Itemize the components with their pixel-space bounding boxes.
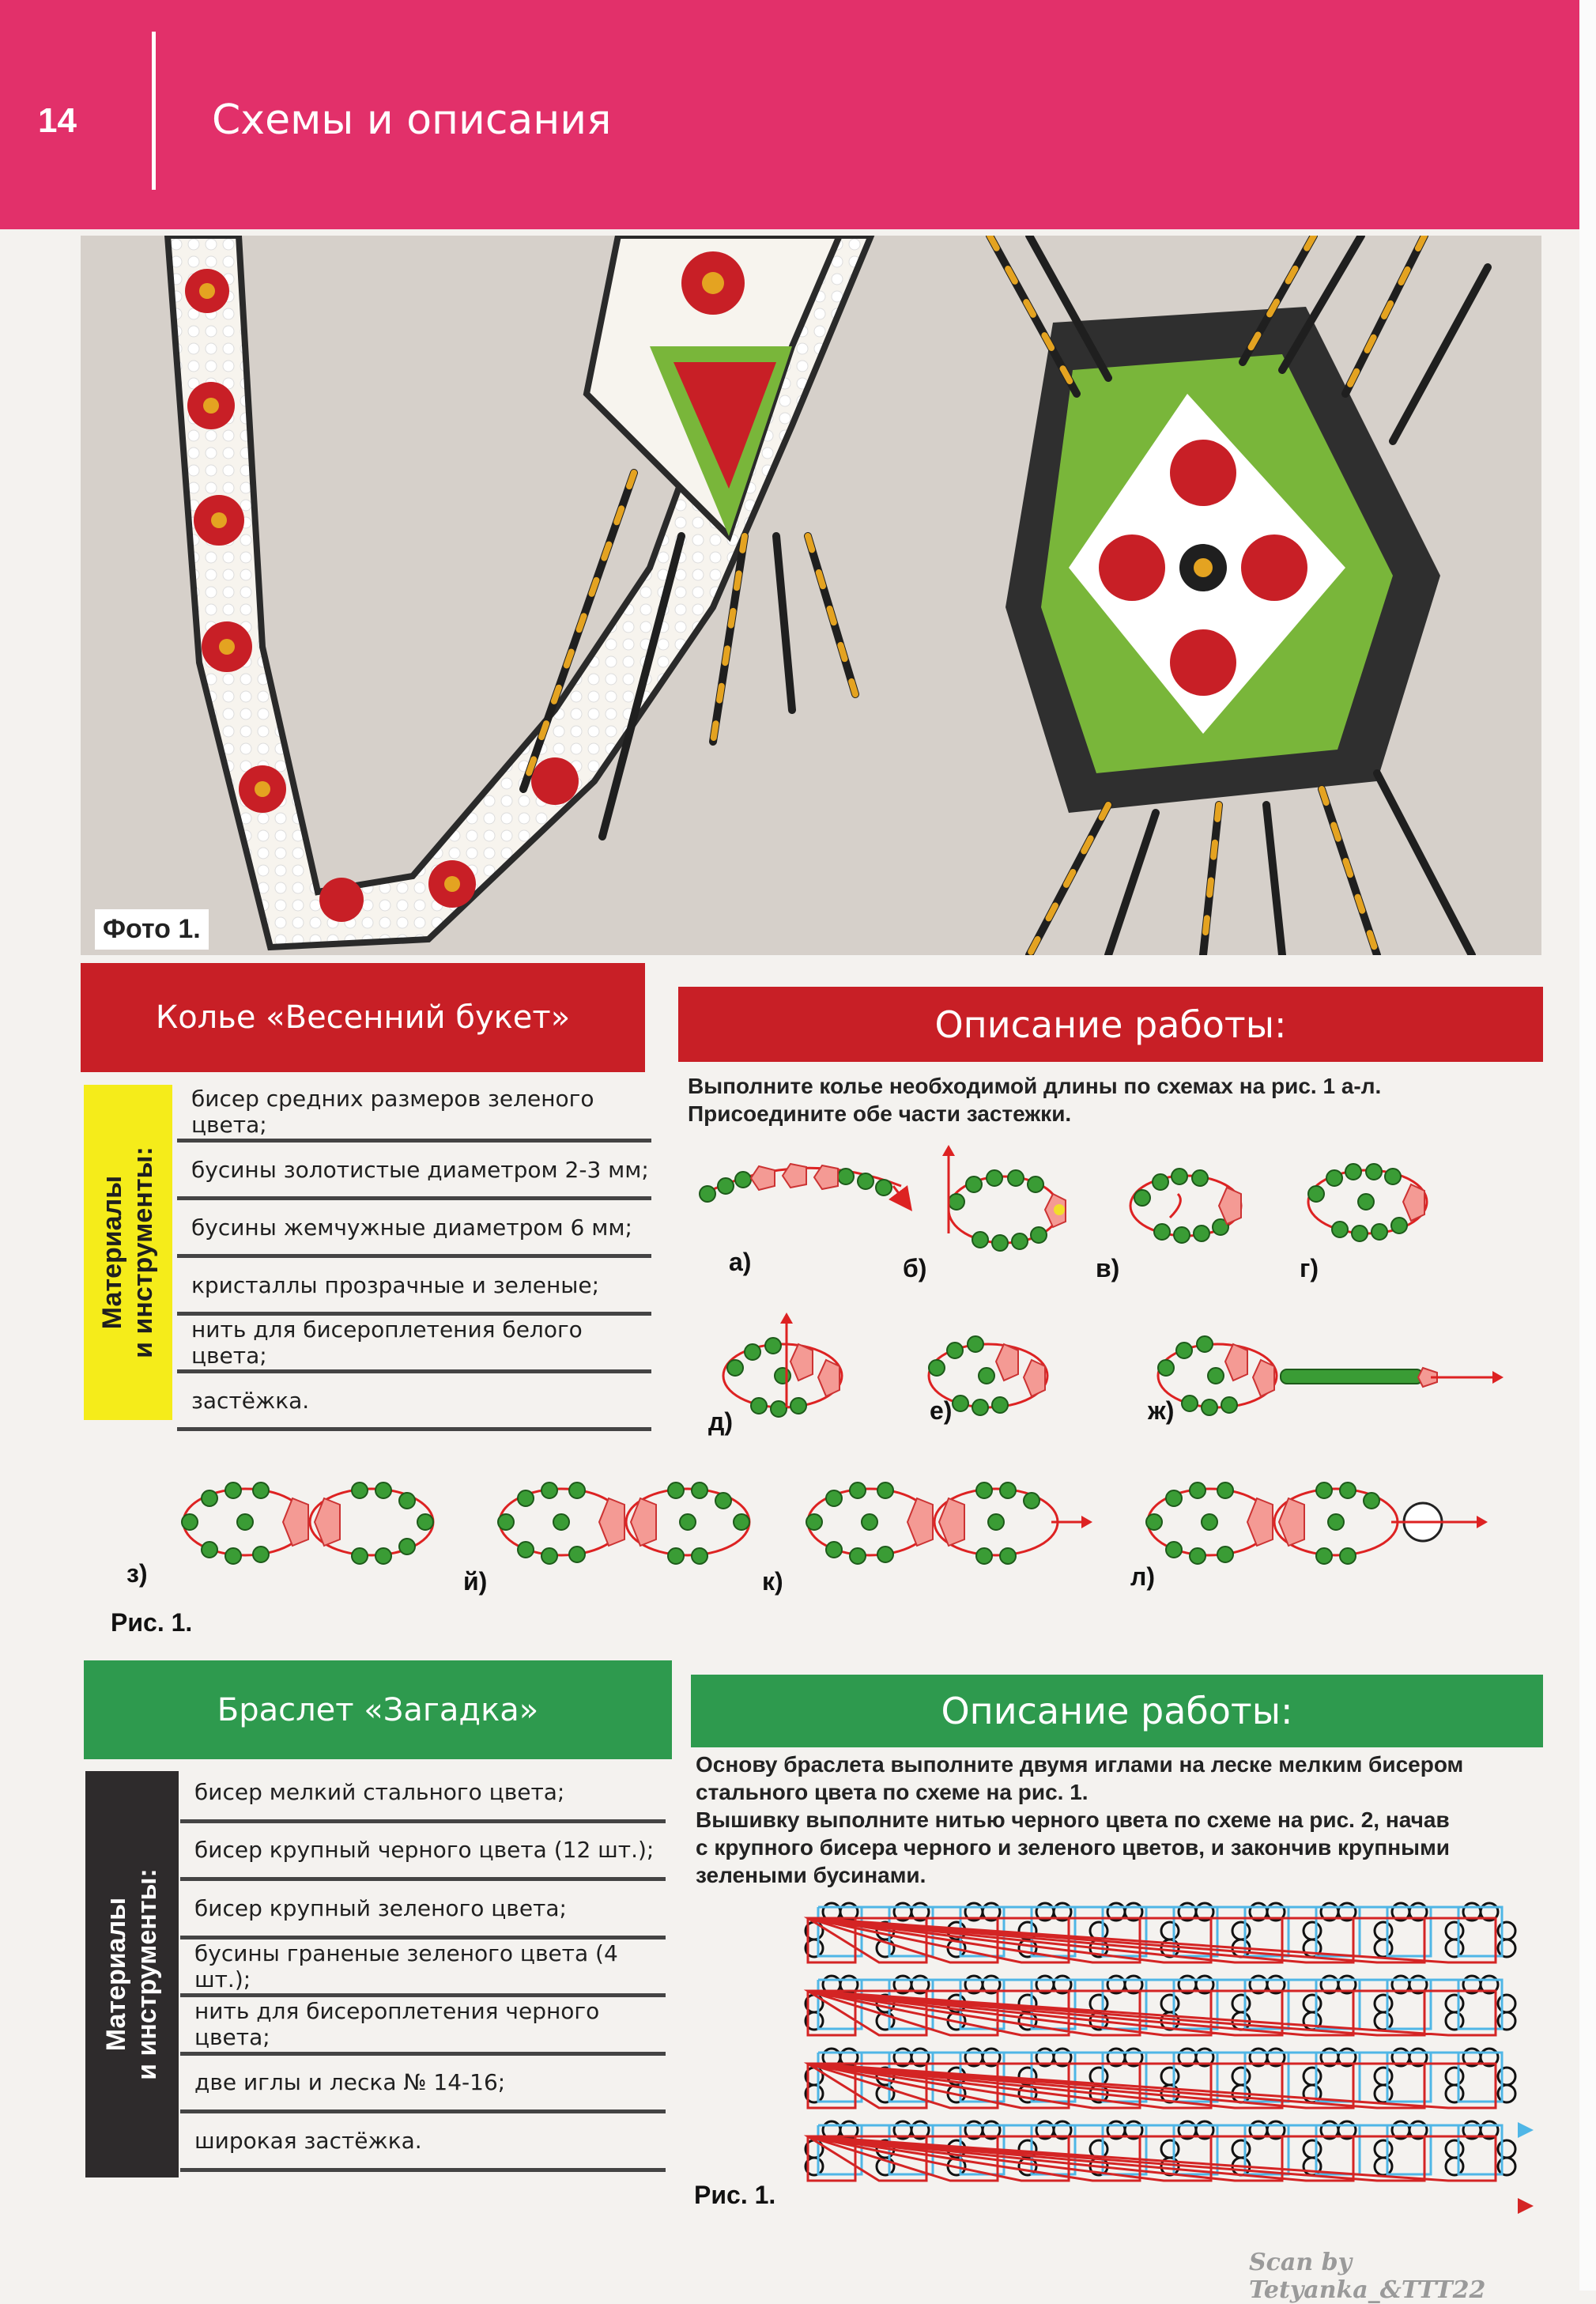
diagram-label-j: й) [463,1567,488,1596]
materials-label-line2: и инструменты: [132,1868,162,2080]
necklace-photo [81,236,1541,955]
photo-caption: Фото 1. [95,909,209,950]
bead [1375,2068,1392,2085]
bead [1375,2158,1392,2175]
bead [1304,2068,1321,2085]
bead [1446,1995,1463,2012]
material-item: бусины жемчужные диаметром 6 мм; [177,1200,651,1258]
bead [1498,1922,1515,1940]
diagram-zh [1158,1336,1504,1415]
description-line: зелеными бусинами. [696,1863,926,1887]
bead [1161,2068,1179,2085]
bead [1375,2012,1392,2030]
material-item: нить для бисероплетения черного цвета; [180,1997,666,2056]
section-title: Схемы и описания [212,96,612,144]
bead [1375,1995,1392,2012]
diagram-label-zh: ж) [1148,1396,1175,1425]
material-item: кристаллы прозрачные и зеленые; [177,1258,651,1316]
bead [1498,1940,1515,1957]
diagram-label-g: г) [1300,1254,1319,1282]
diagram-label-d: д) [708,1407,733,1436]
bead [1498,2068,1515,2085]
diagram-label-a: а) [729,1248,752,1276]
diagram-label-e: е) [930,1396,953,1425]
description-line: Вышивку выполните нитью черного цвета по схеме на рис. 2, начав [696,1807,1450,1832]
bead [1498,2012,1515,2030]
bead [1498,2158,1515,2175]
material-item: бусины граненые зеленого цвета (4 шт.); [180,1940,666,1998]
material-item: бисер крупный черного цвета (12 шт.); [180,1823,666,1882]
diagram-label-l: л) [1130,1562,1155,1591]
bracelet-scheme [798,1896,1549,2228]
material-item: застёжка. [177,1373,651,1431]
arrow-icon [1518,2198,1534,2214]
materials-label-line1: Материалы [96,1175,127,1330]
diagram-v [1130,1169,1241,1243]
material-item: бисер средних размеров зеленого цвета; [177,1085,651,1143]
bead [1446,1940,1463,1957]
bead [1498,2140,1515,2158]
diagram-a [700,1164,905,1202]
diagram-label-v: в) [1096,1254,1120,1282]
necklace-figure-label: Рис. 1. [111,1608,193,1637]
bead [1161,1995,1179,2012]
bracelet-title: Браслет «Загадка» [84,1660,672,1759]
material-item: бисер мелкий стального цвета; [180,1765,666,1823]
bracelet-description-title: Описание работы: [691,1675,1543,1747]
page-number: 14 [38,101,77,140]
page-edge [1579,0,1596,2291]
diagram-label-k: к) [762,1567,783,1596]
bead [1304,2140,1321,2158]
bracelet-materials-label [85,1771,179,2177]
necklace-description-title: Описание работы: [678,987,1543,1062]
diagram-l [1146,1482,1488,1564]
bracelet-figure-label: Рис. 1. [694,2181,776,2209]
necklace-materials-label [84,1085,172,1420]
description-line: Основу браслета выполните двумя иглами на леске мелким бисером [696,1752,1464,1777]
bracelet-materials-list [180,1765,666,2172]
necklace-materials-list [177,1085,651,1431]
bead [1446,2068,1463,2085]
description-line: Присоедините обе части застежки. [688,1101,1072,1126]
arrow-icon [1518,2122,1534,2138]
description-line: Выполните колье необходимой длины по схемах на рис. 1 а-л. [688,1074,1382,1098]
diagram-g [1308,1164,1427,1241]
bead [1375,1940,1392,1957]
bead [1232,1922,1250,1940]
bead [1232,2068,1250,2085]
bead [1304,1922,1321,1940]
bead [1375,1922,1392,1940]
diagram-z [182,1482,433,1564]
bead [1232,1995,1250,2012]
necklace-description [688,1072,1526,1127]
bead [1446,2085,1463,2102]
diagram-k [806,1482,1092,1564]
bead [1498,1995,1515,2012]
necklace-title: Колье «Весенний букет» [81,963,645,1072]
bead [1304,1995,1321,2012]
description-line: стального цвета по схеме на рис. 1. [696,1780,1089,1804]
necklace-diagrams-bottom [158,1447,1534,1589]
bead [1498,2085,1515,2102]
bead [1446,2158,1463,2175]
diagram-j [498,1482,749,1564]
bead [1375,2140,1392,2158]
scan-watermark: Scan by Tetyanka_&TTT22 [1249,2249,1486,2304]
material-item: нить для бисероплетения белого цвета; [177,1316,651,1373]
header-divider [152,32,156,190]
material-item: широкая застёжка. [180,2113,666,2172]
bead [1446,1922,1463,1940]
necklace-diagrams-top [680,1139,1565,1439]
bead [1161,2140,1179,2158]
materials-label-line1: Материалы [100,1897,131,2052]
material-item: две иглы и леска № 14-16; [180,2056,666,2114]
bead [1446,2012,1463,2030]
bead [1446,2140,1463,2158]
diagram-b [942,1145,1066,1251]
material-item: бисер крупный зеленого цвета; [180,1881,666,1940]
diagram-label-z: з) [126,1559,148,1588]
description-line: с крупного бисера черного и зеленого цветов, и закончив крупными [696,1835,1450,1860]
bracelet-description [696,1751,1510,1889]
diagram-label-b: б) [903,1254,927,1282]
material-item: бусины золотистые диаметром 2-3 мм; [177,1143,651,1200]
bead [1375,2085,1392,2102]
bead [1161,1922,1179,1940]
bead [1232,2140,1250,2158]
diagram-d [723,1313,842,1417]
materials-label-line2: и инструменты: [128,1146,158,1358]
